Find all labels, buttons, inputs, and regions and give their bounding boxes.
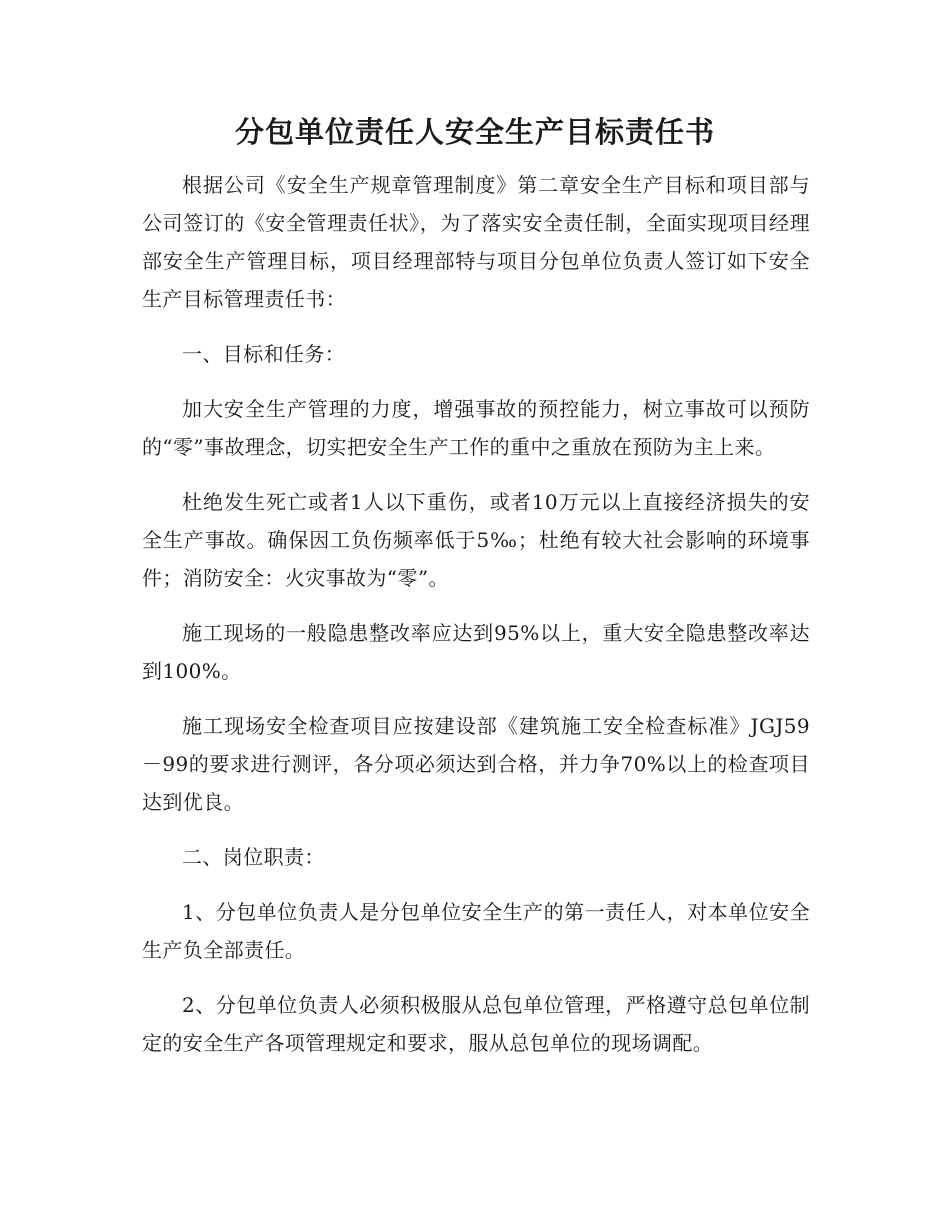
paragraph-goal-inspection: 施工现场安全检查项目应按建设部《建筑施工安全检查标准》JGJ59－99的要求进行测评，各分项必须达到合格，并力争70%以上的检查项目达到优良。 [142, 714, 810, 814]
paragraph-goal-accidents: 杜绝发生死亡或者1人以下重伤，或者10万元以上直接经济损失的安全生产事故。确保因工负伤频率低于5‰；杜绝有较大社会影响的环境事件；消防安全：火灾事故为“零”。 [142, 490, 810, 590]
paragraph-goal-management: 加大安全生产管理的力度，增强事故的预控能力，树立事故可以预防的“零”事故理念，切实把安全生产工作的重中之重放在预防为主上来。 [142, 397, 810, 459]
document-title: 分包单位责任人安全生产目标责任书 [234, 115, 715, 149]
document-body [142, 166, 810, 1079]
paragraph-intro: 根据公司《安全生产规章管理制度》第二章安全生产目标和项目部与公司签订的《安全管理责任状》，为了落实安全责任制，全面实现项目经理部安全生产管理目标，项目经理部特与项目分包单位负责人签订如下安全生产目标管理责任书： [142, 173, 810, 311]
paragraph-duty-1: 1、分包单位负责人是分包单位安全生产的第一责任人，对本单位安全生产负全部责任。 [142, 900, 810, 962]
section-heading-goals: 一、目标和任务： [182, 342, 346, 366]
paragraph-goal-hazards: 施工现场的一般隐患整改率应达到95%以上，重大安全隐患整改率达到100%。 [142, 621, 810, 683]
section-heading-duties: 二、岗位职责： [182, 845, 325, 869]
paragraph-duty-2: 2、分包单位负责人必须积极服从总包单位管理，严格遵守总包单位制定的安全生产各项管理规定和要求，服从总包单位的现场调配。 [142, 993, 810, 1055]
